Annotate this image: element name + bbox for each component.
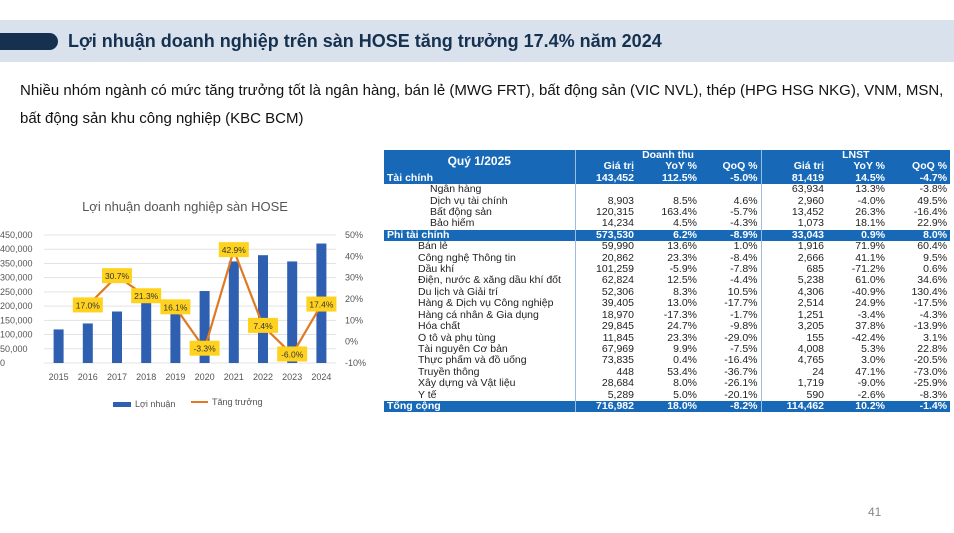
row-label: Dịch vụ tài chính: [430, 195, 508, 207]
table-cell: 0.6%: [923, 264, 948, 276]
table-cell: -71.2%: [851, 264, 886, 276]
table-cell: 12.5%: [667, 275, 697, 287]
table-cell: 62,824: [575, 275, 637, 286]
table-cell: 13.3%: [855, 184, 886, 196]
table-cell: 9.5%: [923, 252, 948, 264]
table-cell: -29.0%: [724, 332, 758, 344]
y-left-tick-label: 300,000: [0, 272, 33, 283]
growth-data-label: 30.7%: [104, 271, 130, 282]
table-cell: 34.6%: [917, 275, 948, 287]
table-cell: 18.0%: [637, 401, 700, 412]
sub-header: Giá trị: [575, 161, 637, 172]
table-cell: 8.0%: [673, 378, 697, 390]
row-label: Hàng cá nhân & Gia dụng: [418, 309, 539, 321]
row-label: Tài nguyên Cơ bản: [418, 343, 508, 355]
table-cell: 71.9%: [855, 241, 886, 253]
row-label: Du lịch và Giải trí: [418, 286, 498, 298]
y-right-tick-label: 20%: [345, 294, 364, 304]
row-label: Xây dựng và Vật liệu: [418, 378, 516, 390]
table-cell: 1,073: [761, 218, 827, 229]
profit-group-header: LNST: [761, 150, 950, 161]
row-label: Y tế: [418, 389, 437, 401]
sub-header: YoY %: [827, 161, 888, 172]
table-cell: 2,514: [761, 298, 827, 309]
table-cell: 13,452: [761, 207, 827, 218]
page-subtitle: Nhiều nhóm ngành có mức tăng trưởng tốt là ngân hàng, bán lẻ (MWG FRT), bất động sản (VIC NVL), thép (HPG HSG NKG), VNM, MSN, bất động sản khu công nghiệp (KBC BCM): [20, 82, 944, 127]
table-cell: 24: [761, 367, 827, 378]
table-cell: -7.8%: [730, 264, 758, 276]
sub-header: QoQ %: [888, 161, 950, 172]
table-cell: -26.1%: [724, 378, 758, 390]
profit-chart: [0, 180, 380, 420]
table-cell: 9.9%: [673, 343, 697, 355]
header-accent: [0, 33, 58, 50]
row-label: Tổng cộng: [384, 401, 575, 412]
growth-data-label: 16.1%: [163, 302, 188, 313]
table-cell: 61.0%: [855, 275, 886, 287]
legend-label-growth: Tăng trưởng: [212, 397, 263, 407]
table-cell: 4.5%: [673, 218, 697, 230]
sub-header: Giá trị: [761, 161, 827, 172]
table-row: [384, 310, 950, 321]
table-cell: -17.5%: [913, 298, 948, 310]
page-title: Lợi nhuận doanh nghiệp trên sàn HOSE tăng trưởng 17.4% năm 2024: [68, 31, 662, 51]
table-cell: 716,982: [575, 401, 637, 412]
table-cell: 10.5%: [727, 286, 758, 298]
table-cell: 63,934: [761, 184, 827, 195]
sector-table: [384, 150, 950, 412]
table-cell: -3.4%: [857, 309, 886, 321]
table-cell: -73.0%: [913, 366, 948, 378]
row-label: Ngân hàng: [430, 184, 482, 196]
legend-swatch-profit: [113, 402, 131, 407]
table-cell: 10.2%: [827, 401, 888, 412]
table-cell: -2.6%: [857, 389, 886, 401]
table-cell: 8,903: [575, 196, 637, 207]
table-cell: 0.9%: [827, 230, 888, 241]
table-row: [384, 264, 950, 275]
table-row: [384, 218, 950, 229]
table-cell: -16.4%: [724, 355, 758, 367]
table-cell: 685: [761, 264, 827, 275]
table-cell: 3.1%: [923, 332, 948, 344]
y-left-tick-label: 50,000: [0, 343, 28, 354]
growth-data-label: -3.3%: [193, 343, 216, 354]
x-tick-label: 2022: [252, 372, 274, 382]
y-right-tick-label: 10%: [345, 315, 364, 326]
y-right-tick-label: 0%: [345, 336, 359, 347]
row-label: Công nghệ Thông tin: [418, 252, 516, 264]
table-cell: 0.4%: [673, 355, 697, 367]
table-cell: -4.7%: [888, 173, 950, 184]
x-tick-label: 2021: [223, 372, 244, 382]
table-cell: 29,845: [575, 321, 637, 332]
table-cell: -4.3%: [919, 309, 948, 321]
table-row: [384, 196, 950, 207]
legend-label-profit: Lợi nhuận: [135, 399, 176, 409]
table-cell: 101,259: [575, 264, 637, 275]
sub-header: QoQ %: [700, 161, 761, 172]
table-cell: -8.9%: [700, 230, 761, 241]
table-cell: -40.9%: [851, 286, 886, 298]
row-label: Tài chính: [384, 173, 575, 184]
table-cell: 13.0%: [667, 298, 697, 310]
table-cell: 41.1%: [855, 252, 886, 264]
y-left-tick-label: 450,000: [0, 230, 33, 240]
table-cell: -5.0%: [700, 173, 761, 184]
table-cell: -1.7%: [730, 309, 758, 321]
table-cell: 5.0%: [673, 389, 697, 401]
table-row: [384, 184, 950, 195]
row-label: Phi tài chính: [384, 230, 575, 241]
x-tick-label: 2019: [165, 372, 186, 382]
table-row: [384, 253, 950, 264]
table-cell: 3.0%: [861, 355, 886, 367]
table-cell: 8.0%: [888, 230, 950, 241]
profit-bar: [83, 323, 93, 363]
table-cell: -9.8%: [730, 321, 758, 333]
y-left-tick-label: 350,000: [0, 258, 33, 269]
table-cell: 18,970: [575, 310, 637, 321]
table-row: [384, 287, 950, 298]
table-cell: 22.9%: [917, 218, 948, 230]
table-cell: -8.4%: [730, 252, 758, 264]
table-cell: -20.1%: [724, 389, 758, 401]
table-cell: 130.4%: [911, 286, 948, 298]
table-cell: 2,960: [761, 196, 827, 207]
table-cell: -7.5%: [730, 343, 758, 355]
table-cell: 13.6%: [667, 241, 697, 253]
x-tick-label: 2017: [106, 372, 128, 382]
table-row: [384, 344, 950, 355]
table-cell: 20,862: [575, 253, 637, 264]
table-cell: 23.3%: [667, 252, 697, 264]
table-cell: -42.4%: [851, 332, 886, 344]
table-cell: 8.5%: [673, 195, 697, 207]
table-cell: 24.7%: [667, 321, 697, 333]
table-row: [384, 321, 950, 332]
table-cell: -17.3%: [663, 309, 697, 321]
row-label: Thực phẩm và đồ uống: [418, 355, 527, 367]
table-row: [384, 275, 950, 286]
growth-data-label: 42.9%: [221, 245, 246, 256]
table-cell: 18.1%: [855, 218, 886, 230]
table-cell: 1.0%: [733, 241, 758, 253]
x-tick-label: 2023: [282, 372, 303, 382]
table-cell: -5.7%: [730, 207, 758, 219]
total-row: [384, 401, 950, 412]
table-cell: -4.0%: [857, 195, 886, 207]
table-cell: 4,765: [761, 355, 827, 366]
table-cell: 155: [761, 333, 827, 344]
table-cell: 26.3%: [855, 207, 886, 219]
table-cell: 33,043: [761, 230, 827, 241]
table-cell: 143,452: [575, 173, 637, 184]
table-cell: -20.5%: [913, 355, 948, 367]
row-label: Bán lẻ: [418, 241, 448, 253]
table-cell: 47.1%: [855, 366, 886, 378]
profit-bar: [112, 312, 122, 363]
table-row: [384, 390, 950, 401]
row-label: Dầu khí: [418, 264, 455, 276]
table-cell: -17.7%: [724, 298, 758, 310]
table-cell: 1,916: [761, 241, 827, 252]
table-cell: 5,238: [761, 275, 827, 286]
table-cell: 60.4%: [917, 241, 948, 253]
table-cell: 120,315: [575, 207, 637, 218]
table-cell: 2,666: [761, 253, 827, 264]
row-label: Truyền thông: [418, 366, 480, 378]
table-cell: 114,462: [761, 401, 827, 412]
table-cell: 4,306: [761, 287, 827, 298]
table-cell: -4.4%: [730, 275, 758, 287]
y-right-tick-label: -10%: [345, 358, 367, 368]
table-cell: 5,289: [575, 390, 637, 401]
y-right-tick-label: 40%: [345, 251, 364, 262]
y-left-tick-label: 150,000: [0, 315, 33, 326]
growth-data-label: 17.4%: [309, 299, 334, 310]
table-row: [384, 207, 950, 218]
table-cell: -13.9%: [913, 321, 948, 333]
table-row: [384, 298, 950, 309]
row-label: Hàng & Dịch vụ Công nghiệp: [418, 298, 554, 310]
table-cell: 573,530: [575, 230, 637, 241]
x-tick-label: 2015: [48, 372, 69, 382]
page-number: 41: [868, 505, 882, 519]
table-cell: 67,969: [575, 344, 637, 355]
table-cell: [700, 184, 761, 195]
table-cell: -4.3%: [730, 218, 758, 230]
table-cell: [575, 184, 637, 195]
group-row: [384, 230, 950, 241]
row-label: Bất động sản: [430, 207, 492, 219]
table-cell: -1.4%: [888, 401, 950, 412]
revenue-group-header: Doanh thu: [575, 150, 761, 161]
y-left-tick-label: 400,000: [0, 244, 33, 255]
table-row: [384, 333, 950, 344]
y-left-tick-label: 250,000: [0, 286, 33, 297]
table-cell: -9.0%: [857, 378, 886, 390]
row-label: Điện, nước & xăng dầu khí đốt: [418, 275, 561, 287]
growth-data-label: 17.0%: [75, 300, 100, 311]
table-cell: 5.3%: [861, 343, 886, 355]
y-left-tick-label: 0: [0, 358, 6, 368]
table-cell: 4,008: [761, 344, 827, 355]
table-cell: -25.9%: [913, 378, 948, 390]
table-cell: -8.3%: [919, 389, 948, 401]
table-cell: 14,234: [575, 218, 637, 229]
table-cell: 37.8%: [855, 321, 886, 333]
table-cell: -8.2%: [700, 401, 761, 412]
y-right-tick-label: 50%: [345, 230, 364, 240]
x-tick-label: 2020: [194, 372, 215, 382]
table-row: [384, 378, 950, 389]
chart-title: Lợi nhuận doanh nghiệp sàn HOSE: [82, 199, 288, 214]
profit-bar: [258, 255, 268, 363]
growth-data-label: -6.0%: [281, 349, 304, 360]
x-tick-label: 2024: [311, 372, 332, 382]
table-cell: -3.8%: [919, 184, 948, 196]
table-cell: 53.4%: [667, 366, 697, 378]
table-cell: -36.7%: [724, 366, 758, 378]
table-cell: 24.9%: [855, 298, 886, 310]
table-cell: 448: [575, 367, 637, 378]
y-left-tick-label: 200,000: [0, 301, 33, 312]
table-cell: 590: [761, 390, 827, 401]
table-cell: 1,251: [761, 310, 827, 321]
table-cell: 11,845: [575, 333, 637, 344]
table-cell: 4.6%: [733, 195, 758, 207]
table-cell: 73,835: [575, 355, 637, 366]
row-label: Ô tô và phụ tùng: [418, 332, 496, 344]
table-cell: 14.5%: [827, 173, 888, 184]
x-tick-label: 2016: [77, 372, 98, 382]
x-tick-label: 2018: [136, 372, 157, 382]
table-cell: 3,205: [761, 321, 827, 332]
quarter-header: Quý 1/2025: [384, 150, 575, 173]
table-cell: -16.4%: [913, 207, 948, 219]
profit-bar: [229, 261, 239, 363]
table-cell: -5.9%: [669, 264, 697, 276]
table-cell: 22.8%: [917, 343, 948, 355]
growth-data-label: 21.3%: [134, 291, 159, 302]
table-cell: 23.3%: [667, 332, 697, 344]
sub-header: YoY %: [637, 161, 700, 172]
y-left-tick-label: 100,000: [0, 329, 33, 340]
row-label: Hóa chất: [418, 321, 461, 333]
profit-bar: [141, 301, 151, 363]
table-cell: 112.5%: [637, 173, 700, 184]
table-cell: 81,419: [761, 173, 827, 184]
table-cell: 39,405: [575, 298, 637, 309]
table-row: [384, 367, 950, 378]
table-cell: 52,306: [575, 287, 637, 298]
table-cell: 59,990: [575, 241, 637, 252]
table-cell: 28,684: [575, 378, 637, 389]
table-cell: 6.2%: [637, 230, 700, 241]
profit-bar: [54, 329, 64, 363]
table-cell: 1,719: [761, 378, 827, 389]
table-row: [384, 241, 950, 252]
table-cell: 163.4%: [661, 207, 697, 219]
table-cell: [637, 184, 700, 195]
table-cell: 49.5%: [917, 195, 948, 207]
growth-data-label: 7.4%: [253, 320, 273, 331]
table-cell: 8.3%: [673, 286, 697, 298]
table-row: [384, 355, 950, 366]
group-row: [384, 173, 950, 184]
y-right-tick-label: 30%: [345, 272, 364, 283]
row-label: Bảo hiểm: [430, 218, 475, 230]
